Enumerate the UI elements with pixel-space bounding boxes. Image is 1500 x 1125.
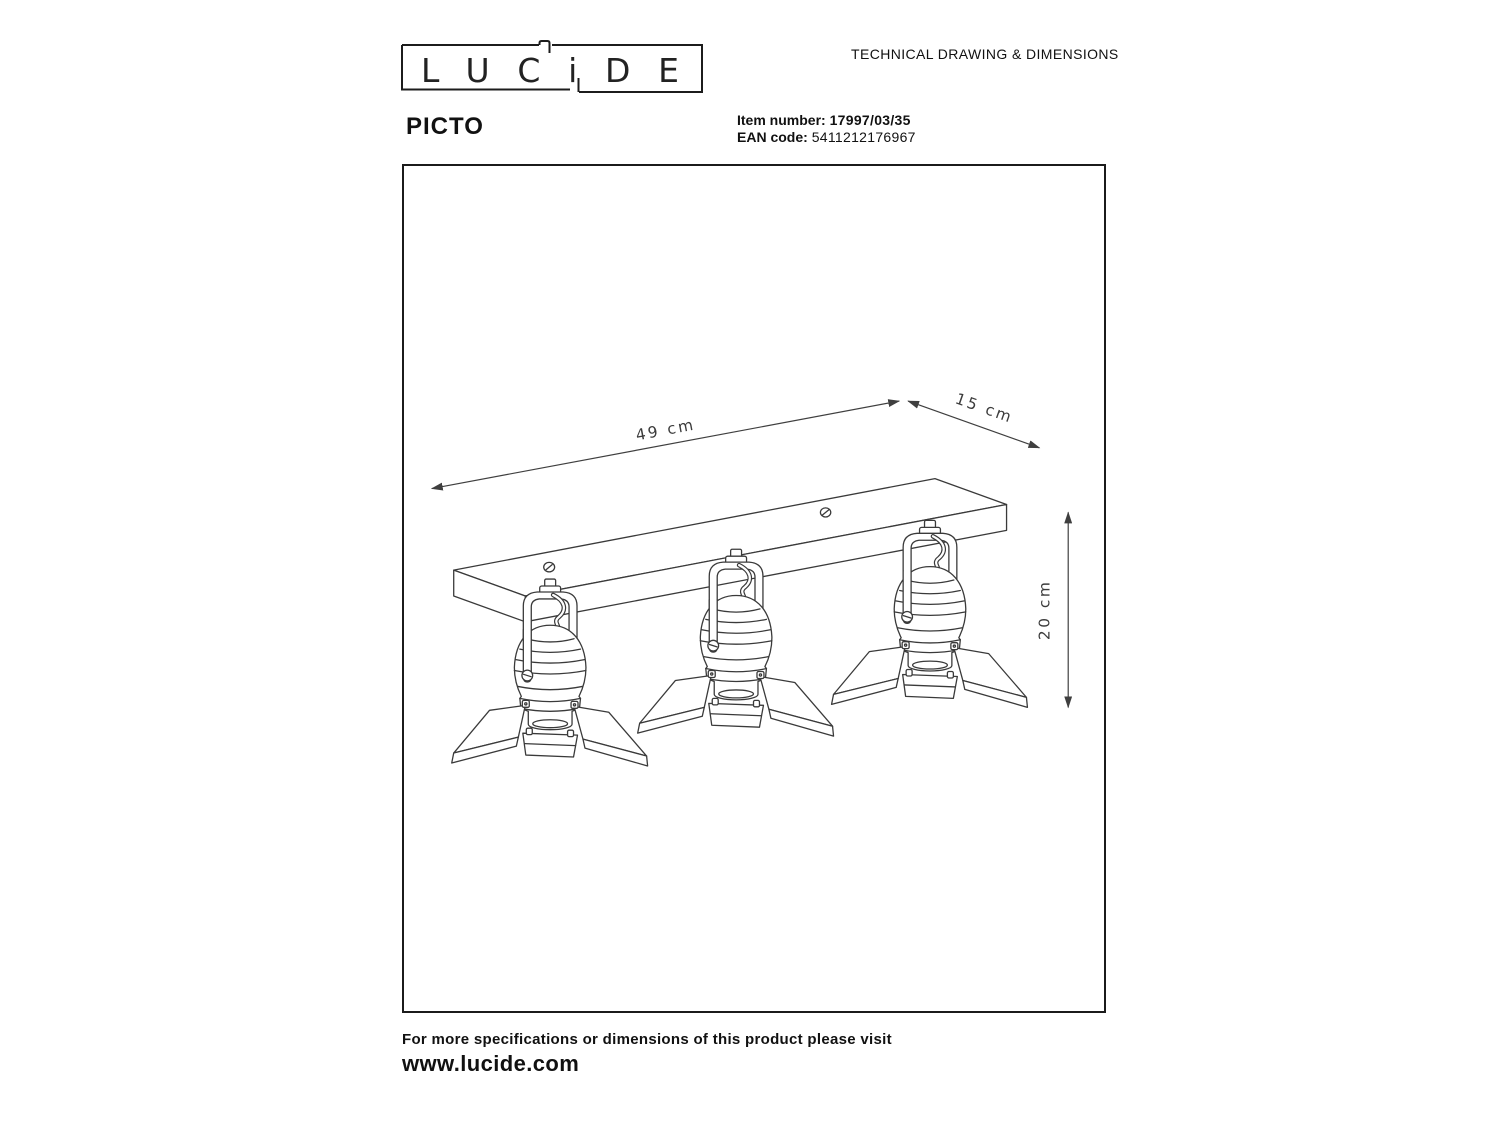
- product-name: PICTO: [406, 113, 484, 140]
- item-number-value: 17997/03/35: [829, 112, 911, 128]
- logo-frame: [402, 45, 702, 92]
- item-number-row: [737, 112, 916, 129]
- ean-code-row: [737, 129, 916, 146]
- screw-hole: [820, 508, 830, 517]
- ean-code-value: 5411212176967: [811, 129, 916, 145]
- dim-length-label: 49 cm: [634, 415, 697, 445]
- product-meta: [737, 112, 916, 146]
- screw-hole: [544, 562, 555, 572]
- ean-code-label: EAN code:: [737, 129, 808, 145]
- dimension-depth: [908, 390, 1039, 448]
- dimension-length: [432, 401, 899, 488]
- lucide-logo: [395, 36, 715, 102]
- dim-height-label: 20 cm: [1035, 579, 1054, 641]
- item-number-label: Item number:: [737, 112, 826, 128]
- drawing-frame: [402, 164, 1106, 1013]
- dimension-height: [1035, 512, 1068, 707]
- logo-hook-icon: [540, 41, 550, 53]
- dim-depth-label: 15 cm: [952, 389, 1016, 427]
- document-title: TECHNICAL DRAWING & DIMENSIONS: [851, 46, 1119, 62]
- footer-note: For more specifications or dimensions of this product please visit: [402, 1031, 892, 1048]
- logo-letters: LUCiDE: [421, 51, 679, 90]
- footer-url: www.lucide.com: [402, 1051, 580, 1076]
- technical-drawing: [404, 166, 1104, 1011]
